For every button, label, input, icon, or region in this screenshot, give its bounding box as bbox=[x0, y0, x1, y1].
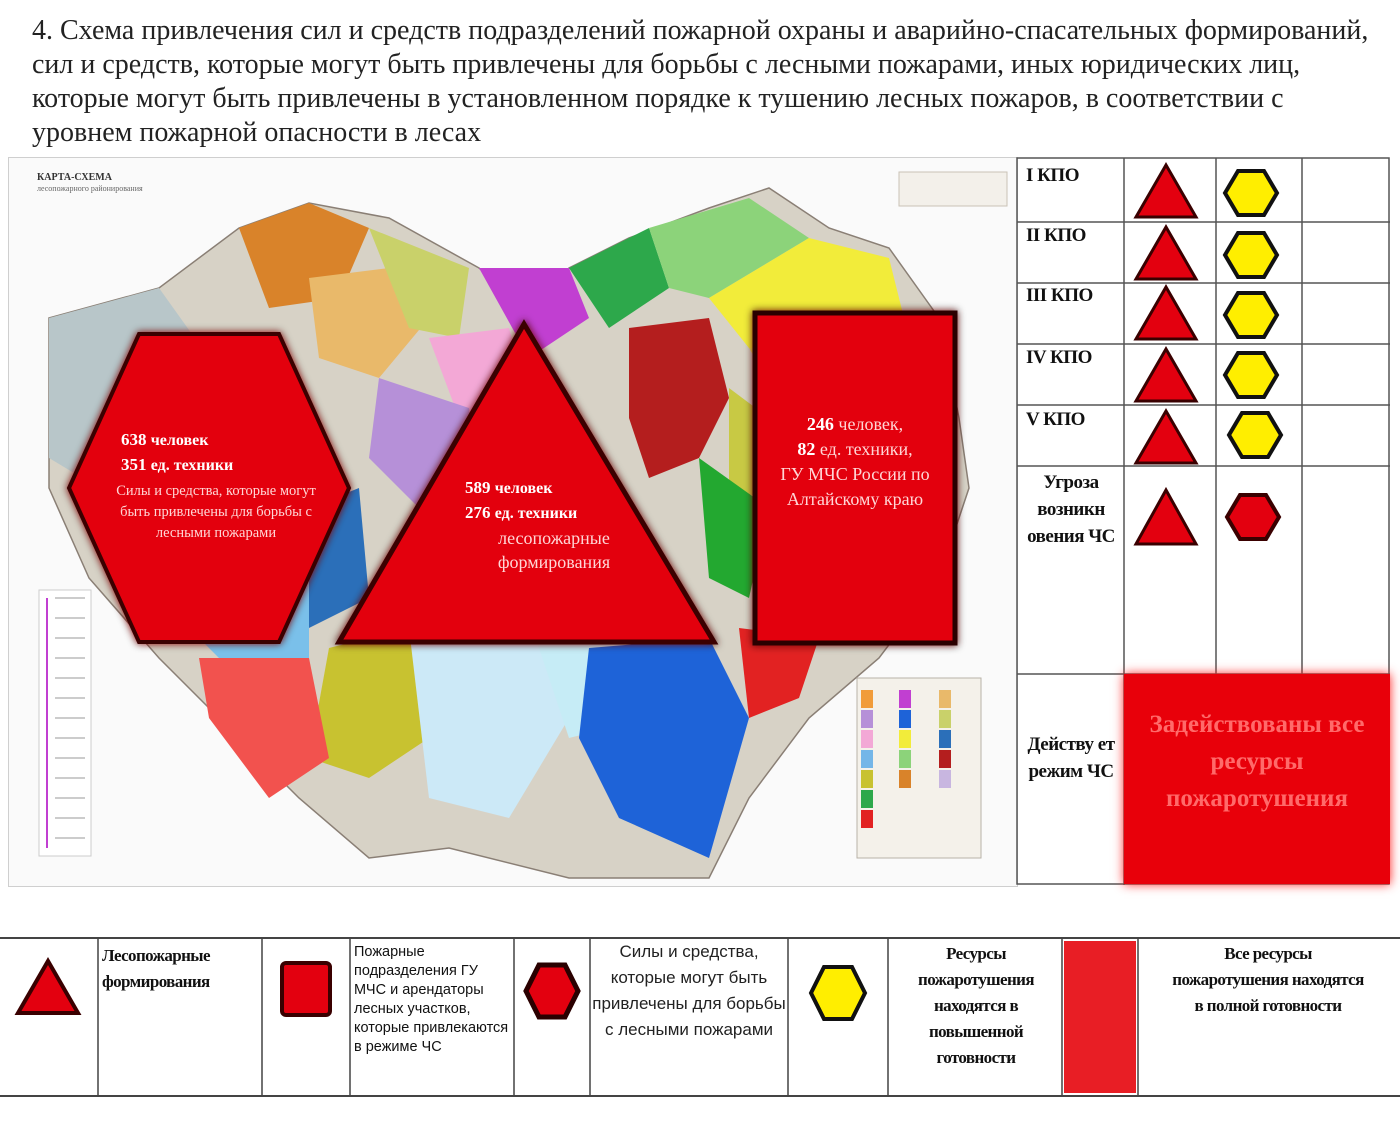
level-1-triangle-icon bbox=[1136, 165, 1196, 217]
level-5-hexagon-icon bbox=[1229, 413, 1281, 457]
square-caption: ГУ МЧС России по Алтайскому краю bbox=[780, 464, 930, 509]
map-legend-table bbox=[857, 678, 981, 858]
square-equipment: 82 bbox=[797, 439, 816, 459]
legend-yellow-hexagon-text: Ресурсы пожаротушения находятся в повышенной готовности bbox=[918, 944, 1034, 1067]
level-2-label: II КПО bbox=[1026, 225, 1086, 246]
map-mini-legend bbox=[899, 172, 1007, 206]
square-text bbox=[769, 412, 941, 512]
legend-red-hexagon-icon bbox=[526, 965, 578, 1017]
level-4-hexagon-icon bbox=[1225, 353, 1277, 397]
legend-triangle-text: Лесопожарные формирования bbox=[102, 946, 210, 991]
level-2-triangle-icon bbox=[1136, 227, 1196, 279]
triangle-text bbox=[449, 476, 629, 574]
hexagon-equipment-unit: ед. техники bbox=[150, 457, 234, 474]
legend-triangle-icon bbox=[18, 961, 78, 1013]
level-5-triangle-icon bbox=[1136, 411, 1196, 463]
triangle-caption: лесопожарные формирования bbox=[497, 528, 611, 572]
level-2-hexagon-icon bbox=[1225, 233, 1277, 277]
map-subheading-text: лесопожарного районирования bbox=[37, 184, 143, 193]
hexagon-people-unit: человек bbox=[150, 432, 209, 449]
region-map bbox=[8, 157, 1018, 887]
emergency-text: Задействованы все ресурсы пожаротушения bbox=[1149, 711, 1365, 812]
legend-red-block bbox=[1064, 941, 1136, 1093]
level-4-triangle-icon bbox=[1136, 349, 1196, 401]
emergency-red-block bbox=[1124, 674, 1390, 884]
square-equipment-unit: ед. техники, bbox=[819, 439, 913, 459]
legend-square-text: Пожарные подразделения ГУ МЧС и арендаторы лесных участков, которые привлекаются в режиме ЧС bbox=[354, 944, 509, 1055]
hexagon-caption: Силы и средства, которые могут быть привлечены для борьбы с лесными пожарами bbox=[116, 483, 316, 541]
page-title: 4. Схема привлечения сил и средств подразделений пожарной охраны и аварийно-спасательных формирований, сил и средств, которые могут быть привлечены для борьбы с лесными пожарами, иных юридических лиц, которые могут быть привлечены в установленном порядке к тушению лесных пожаров, в соответствии с уровнем пожарной опасности в лесах bbox=[32, 15, 1369, 148]
level-3-hexagon-icon bbox=[1225, 293, 1277, 337]
legend-red-hexagon-text: Силы и средства, которые могут быть привлечены для борьбы с лесными пожарами bbox=[592, 942, 786, 1039]
hexagon-equipment: 351 bbox=[121, 455, 147, 474]
triangle-people-unit: человек bbox=[494, 480, 553, 497]
triangle-people: 589 bbox=[465, 478, 491, 497]
square-people: 246 bbox=[806, 414, 834, 434]
legend-yellow-hexagon-icon bbox=[811, 967, 865, 1019]
level-6-triangle-icon bbox=[1136, 490, 1196, 544]
map-legend-strip bbox=[39, 590, 91, 856]
level-6-label: Угроза возникн овения ЧС bbox=[1027, 472, 1115, 547]
level-3-triangle-icon bbox=[1136, 287, 1196, 339]
bottom-legend bbox=[0, 937, 1400, 1097]
map-heading bbox=[37, 172, 143, 194]
level-4-label: IV КПО bbox=[1026, 347, 1092, 368]
map-heading-text: КАРТА-СХЕМА bbox=[37, 172, 112, 183]
level-3-label: III КПО bbox=[1026, 285, 1093, 306]
legend-red-block-text: Все ресурсы пожаротушения находятся в полной готовности bbox=[1172, 944, 1364, 1015]
triangle-equipment: 276 bbox=[465, 503, 491, 522]
level-5-label: V КПО bbox=[1026, 409, 1085, 430]
triangle-equipment-unit: ед. техники bbox=[494, 505, 578, 522]
square-people-unit: человек, bbox=[838, 414, 904, 434]
emergency-label: Действу ет режим ЧС bbox=[1027, 734, 1115, 782]
level-1-hexagon-icon bbox=[1225, 171, 1277, 215]
legend-square-icon bbox=[282, 963, 330, 1015]
level-6-hexagon-icon bbox=[1227, 495, 1279, 539]
hexagon-text bbox=[101, 428, 331, 544]
hexagon-people: 638 bbox=[121, 430, 147, 449]
level-1-label: I КПО bbox=[1026, 165, 1079, 186]
